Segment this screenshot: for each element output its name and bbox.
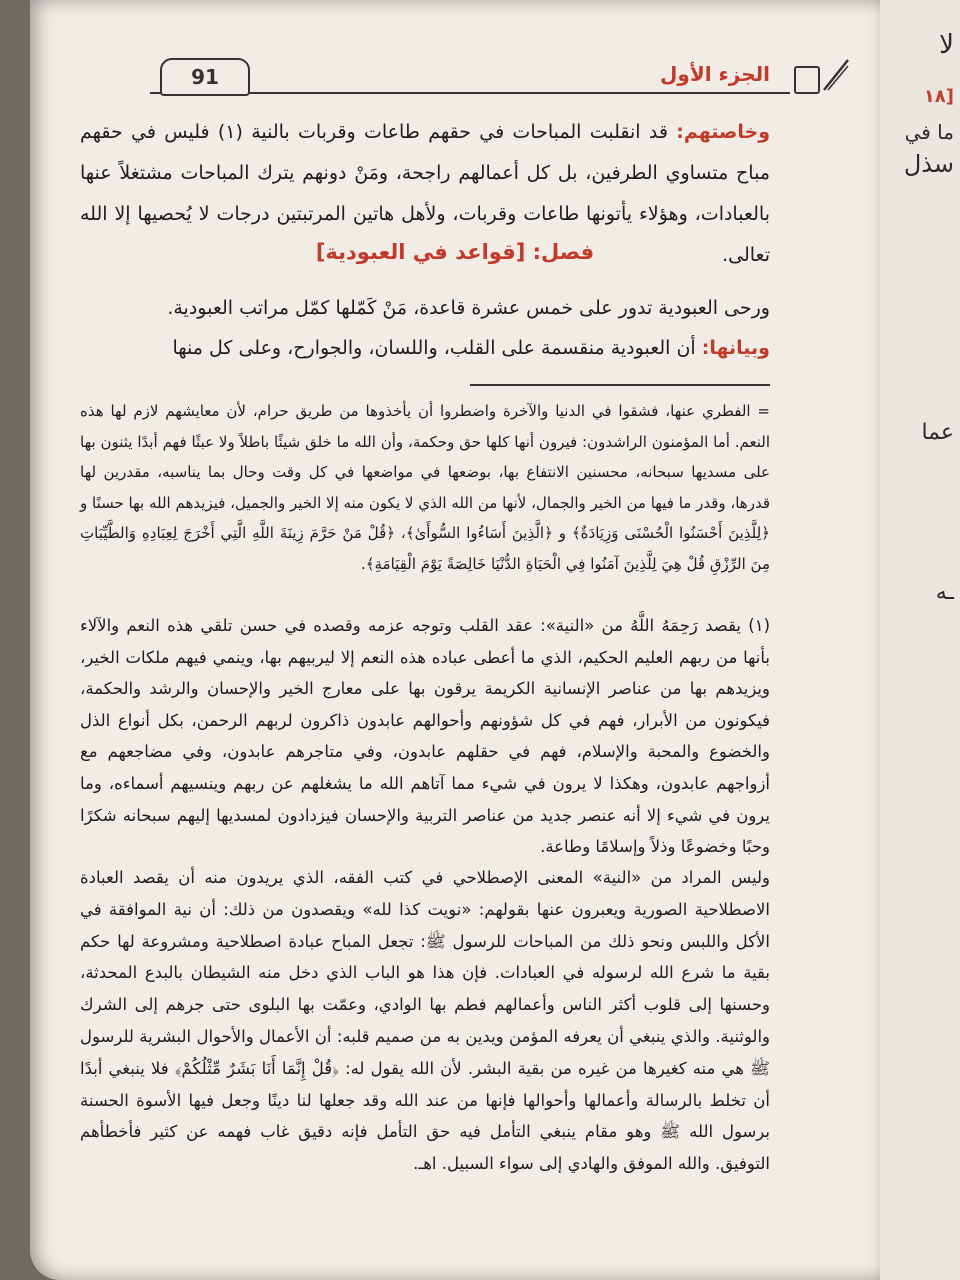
page-number: 91	[191, 65, 219, 89]
footnote-marker: (١)	[748, 616, 770, 635]
footnote-continuation	[80, 396, 770, 579]
intro-lead: وخاصتهم:	[676, 121, 771, 143]
rules-paragraph	[80, 288, 770, 368]
adjacent-page-edge	[880, 0, 960, 1280]
next-page-fragment: ـه	[935, 580, 954, 605]
rules-lead: وبيانها:	[701, 337, 770, 359]
quill-pen-icon	[820, 56, 850, 92]
part-title: الجزء الأول	[660, 62, 770, 86]
rules-line-2: أن العبودية منقسمة على القلب، واللسان، والجوارح، وعلى كل منها	[172, 337, 696, 359]
next-page-fragment: لا	[939, 30, 954, 60]
inkwell-icon	[794, 66, 820, 94]
chapter-heading: فصل: [قواعد في العبودية]	[315, 240, 595, 264]
intro-text: قد انقلبت المباحات في حقهم طاعات وقربات بالنية (١) فليس في حقهم مباح متساوي الطرفين، بل كل أعمالهم راجحة، ومَنْ دونهم يترك المباحات مشتغلاً عنها بالعبادات، وهؤلاء يأتونها طاعات وقربات، ولأهل هاتين المرتبتين درجات لا يُحصيها إلا الله تعالى.	[80, 121, 770, 266]
next-page-fragment: [١٨	[923, 86, 954, 107]
page-header	[150, 56, 850, 106]
next-page-fragment: ما في	[904, 120, 954, 144]
footnote-1-continued	[80, 862, 770, 1180]
footnote-continuation-text: = الفطري عنها، فشقوا في الدنيا والآخرة واضطروا أن يأخذوها من طريق حرام، لأن معايشهم لازم لها هذه النعم. أما المؤمنون الراشدون: فيرون أنها كلها حق وحكمة، وأن الله ما خلق شيئًا باطلاً ولا عبثًا فهم أبدًا يثنون بها على مسديها سبحانه، محسنين الانتفاع بها، بوضعها في مواضعها في كل وقت وحال بما يناسبه، مقدرين لها قدرها، وقدر ما فيها من الخير والجمال، لأنها من الله الذي لا يكون منه إلا الخير والجميل، فيزيدهم الله بها حسنًا و ﴿لِلَّذِينَ أَحْسَنُوا الْحُسْنَى وَزِيَادَةٌ﴾ و ﴿الَّذِينَ أَسَاءُوا السُّوأَىٰ﴾، ﴿قُلْ مَنْ حَرَّمَ زِينَةَ اللَّهِ الَّتِي أَخْرَجَ لِعِبَادِهِ وَالطَّيِّبَاتِ مِنَ الرِّزْقِ قُلْ هِيَ لِلَّذِينَ آمَنُوا فِي الْحَيَاةِ الدُّنْيَا خَالِصَةً يَوْمَ الْقِيَامَةِ﴾.	[80, 402, 770, 573]
footnote-2-text: وليس المراد من «النية» المعنى الإصطلاحي في كتب الفقه، الذي يريدون منه أن يقصد العبادة الاصطلاحية الصورية ويعبرون عنها بقولهم: «نويت كذا لله» ويقصدون من ذلك: أن نية الموافقة في الأكل واللبس ونحو ذلك من المباحات للرسول ﷺ: تجعل المباح عبادة اصطلاحية ومشروعة لها حكم بقية ما شرع الله لرسوله في العبادات. فإن هذا هو الباب الذي دخل منه الشيطان بالبدع المحدثة، وحسنها إلى قلوب أكثر الناس وأعمالهم فطم بها الوادي، وعمّت بها البلوى حتى جرهم إلى الشرك والوثنية. والذي ينبغي أن يعرفه المؤمن ويدين به من صميم قلبه: أن الأعمال والأحوال البشرية للرسول ﷺ هي منه كغيرها من غيره من بقية البشر. لأن الله يقول له: ﴿قُلْ إِنَّمَا أَنَا بَشَرٌ مِّثْلُكُمْ﴾ فلا ينبغي أبدًا أن تخلط بالرسالة وأعمالها وأحوالها فإنها من عند الله وقد جعلها لنا دينًا وجعل فيها الأسوة الحسنة برسول الله ﷺ وهو مقام ينبغي التأمل فيه حق التأمل فإنه دقيق غاب فهمه عن كثير فأخطأهم التوفيق. والله الموفق والهادي إلى سواء السبيل. اهـ.	[80, 868, 770, 1174]
open-book-icon	[160, 58, 250, 96]
next-page-fragment: سذل	[903, 150, 954, 178]
rules-line-1: ورحى العبودية تدور على خمس عشرة قاعدة، مَنْ كَمّلها كمّل مراتب العبودية.	[167, 297, 770, 319]
footnote-1-text: يقصد رَحِمَهُ اللَّهُ من «النية»: عقد القلب وتوجه عزمه وقصده في حسن تلقي هذه النعم والآلاء بأنها من ربهم العليم الحكيم، الذي ما أعطى عباده هذه النعم إلا ليربيهم بها، وينمي فيهم ملكات الخير، ويزيدهم بها من عناصر الإنسانية الكريمة يرقون بها على معارج الخير والإحسان والرشد والحكمة، فيكونون من الأبرار، فهم في كل شؤونهم وأحوالهم عابدون ذاكرون لربهم الرحمن، بكل أنواع الذل والخضوع والمحبة والإسلام، فهم في حقلهم عابدون، وفي متاجرهم عابدون، وفي مضاجعهم مع أزواجهم عابدون، وهكذا لا يرون في شيء مما آتاهم الله ما يشغلهم عن ربهم وينسيهم أسماءه، وما يرون في شيء إلا أنه عنصر جديد من عناصر التربية والإحسان فيزدادون لمسديها إليهم سبحانه شكرًا وحبًا وخضوعًا وذلاً وإسلامًا وطاعة.	[80, 616, 770, 857]
footnote-1	[80, 610, 770, 863]
book-page	[30, 0, 880, 1280]
footnote-divider	[470, 384, 770, 386]
next-page-fragment: عما	[921, 420, 954, 445]
